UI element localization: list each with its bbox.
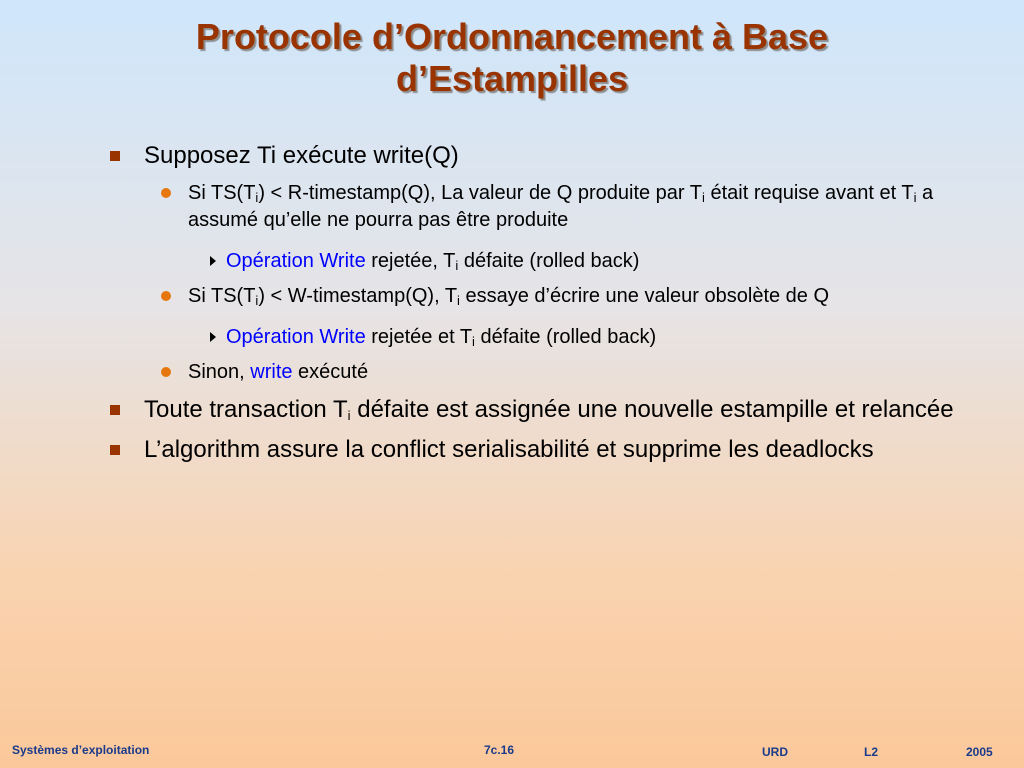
highlight-text: write (250, 361, 293, 383)
highlight-text: Opération Write (226, 250, 366, 272)
square-bullet-icon (110, 151, 120, 161)
text-part: ) < W-timestamp(Q), T (258, 285, 458, 307)
footer-urd: URD (762, 745, 788, 759)
text-part: défaite (rolled back) (458, 250, 640, 272)
subscript: i (472, 334, 475, 349)
subscript: i (255, 293, 259, 308)
text-part: Toute transaction T (144, 396, 348, 423)
arrow-bullet-icon (210, 332, 216, 342)
text-part: ) < R-timestamp(Q), La valeur de Q produite par T (258, 182, 703, 204)
bullet-text: Supposez Ti exécute write(Q) (144, 142, 459, 169)
slide-content (100, 132, 980, 466)
subscript: i (347, 408, 351, 423)
subscript: i (255, 190, 259, 205)
footer-slide-number: 7c.16 (484, 743, 515, 757)
text-part: Si TS(T (188, 285, 256, 307)
square-bullet-icon (110, 445, 120, 455)
bullet-text: L’algorithm assure la conflict serialisabilité et supprime les deadlocks (144, 436, 874, 463)
subsubbullet-write-rejected-1 (100, 248, 980, 275)
arrow-bullet-icon (210, 256, 216, 266)
subbullet-sinon (100, 359, 980, 386)
footer-course: Systèmes d’exploitation (12, 743, 150, 757)
round-bullet-icon (161, 291, 171, 301)
bullet-write-q (100, 140, 980, 172)
text-part: était requise avant et T (704, 182, 914, 204)
bullet-algorithm (100, 434, 980, 466)
bullet-transaction-restart (100, 394, 980, 426)
text-part: rejetée, T (365, 250, 456, 272)
text-part: exécuté (292, 361, 369, 383)
text-part: défaite (rolled back) (474, 326, 657, 348)
text-part: essaye d’écrire une valeur obsolète de Q (459, 285, 830, 307)
round-bullet-icon (161, 188, 171, 198)
slide-title-line2: d’Estampilles (395, 58, 629, 99)
subbullet-r-timestamp (100, 180, 980, 234)
slide-title (90, 16, 934, 100)
square-bullet-icon (110, 405, 120, 415)
text-part: rejetée et T (365, 326, 473, 348)
text-part: Sinon, (188, 361, 251, 383)
subscript: i (455, 258, 459, 273)
text-part: Si TS(T (188, 182, 256, 204)
subbullet-w-timestamp (100, 283, 980, 310)
footer-year: 2005 (966, 745, 993, 759)
text-part: a assumé qu’elle ne pourra pas être produite (188, 182, 934, 231)
subscript: i (457, 293, 460, 308)
subscript: i (702, 190, 705, 205)
slide-title-line1: Protocole d’Ordonnancement à Base (195, 16, 829, 57)
subsubbullet-write-rejected-2 (100, 324, 980, 351)
text-part: défaite est assignée une nouvelle estampille et relancée (350, 396, 954, 423)
footer-level: L2 (864, 745, 879, 759)
highlight-text: Opération Write (226, 326, 366, 348)
subscript: i (913, 190, 917, 205)
round-bullet-icon (161, 367, 171, 377)
